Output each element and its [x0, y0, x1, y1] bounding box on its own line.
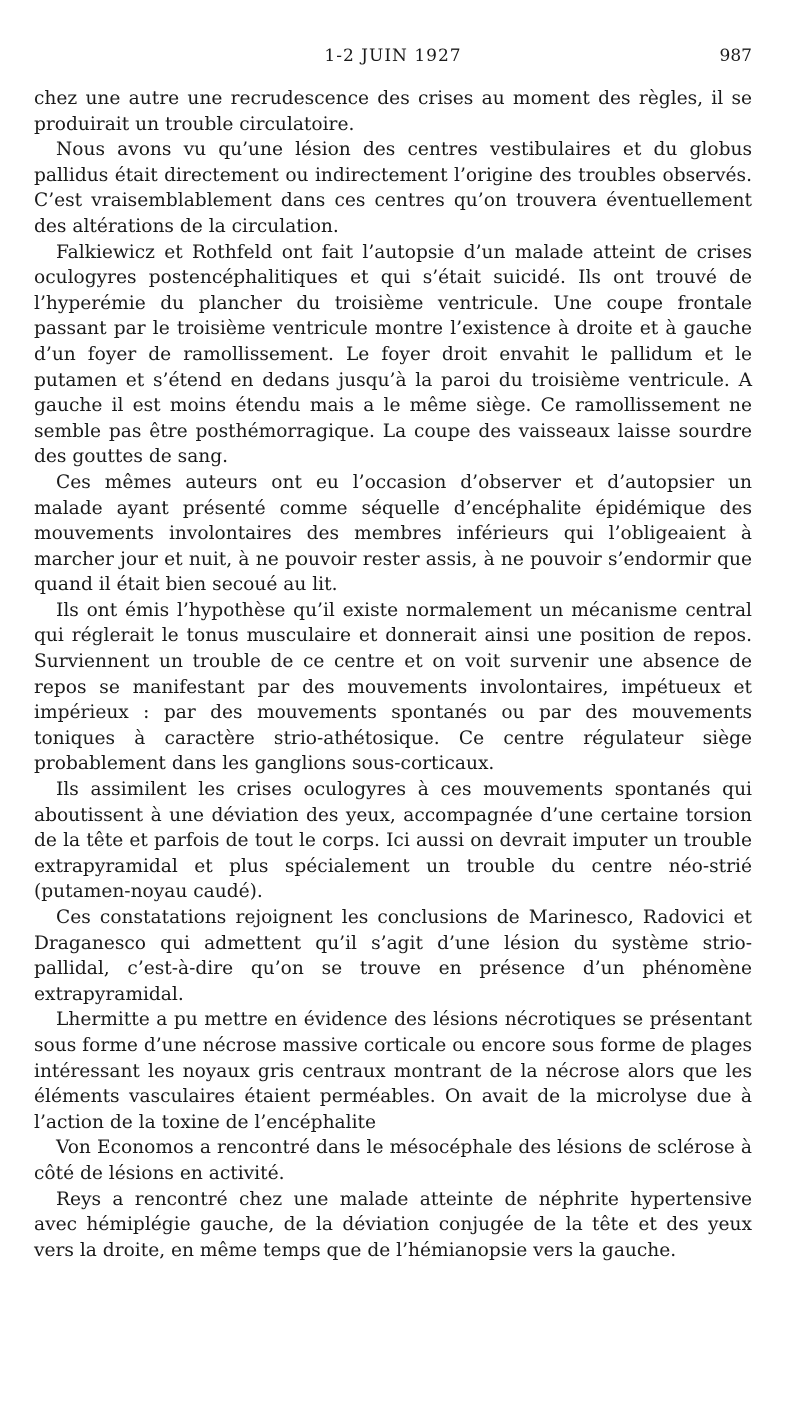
paragraph: Lhermitte a pu mettre en évidence des lésions nécrotiques se présentant sous forme d’une nécrose massive corticale ou encore sous forme de plages intéressant les noyaux gris centraux montrant de la nécrose alors que les éléments vasculaires étaient perméables. On avait de la microlyse due à l’action de la toxine de l’encéphalite: [34, 1009, 752, 1133]
paragraph: Von Economos a rencontré dans le mésocéphale des lésions de sclérose à côté de lésions en activité.: [34, 1137, 752, 1184]
body-text: [34, 86, 752, 1263]
paragraph: chez une autre une recrudescence des crises au moment des règles, il se produirait un trouble circulatoire.: [34, 88, 752, 135]
paragraph: Ces mêmes auteurs ont eu l’occasion d’observer et d’autopsier un malade ayant présenté comme séquelle d’encéphalite épidémique des mouvements involontaires des membres inférieurs qui l’obligeaient à marcher jour et nuit, à ne pouvoir rester assis, à ne pouvoir s’endormir que quand il était bien secoué au lit.: [34, 471, 752, 596]
header-date: 1-2 JUIN 1927: [324, 46, 462, 66]
paragraph: Falkiewicz et Rothfeld ont fait l’autopsie d’un malade atteint de crises oculogyres postencéphalitiques et qui s’était suicidé. Ils ont trouvé de l’hyperémie du plancher du troisième ventricule. Une coupe frontale passant par le troisième ventricule montre l’existence à droite et à gauche d’un foyer de ramollissement. Le foyer droit envahit le pallidum et le putamen et s’étend en dedans jusqu’à la paroi du troisième ventricule. A gauche il est moins étendu mais a le même siège. Ce ramollissement ne semble pas être posthémorragique. La coupe des vaisseaux laisse sourdre des gouttes de sang.: [34, 241, 752, 468]
paragraph: Nous avons vu qu’une lésion des centres vestibulaires et du globus pallidus était directement ou indirectement l’origine des troubles observés. C’est vraisemblablement dans ces centres qu’on trouvera éventuellement des altérations de la circulation.: [34, 139, 752, 237]
paragraph: Ils assimilent les crises oculogyres à ces mouvements spontanés qui aboutissent à une déviation des yeux, accompagnée d’une certaine torsion de la tête et parfois de tout le corps. Ici aussi on devrait imputer un trouble extrapyramidal et plus spécialement un trouble du centre néo-strié (putamen-noyau caudé).: [34, 779, 752, 903]
paragraph: Reys a rencontré chez une malade atteinte de néphrite hypertensive avec hémiplégie gauche, de la déviation conjugée de la tête et des yeux vers la droite, en même temps que de l’hémianopsie vers la gauche.: [34, 1188, 752, 1261]
page-number: 987: [719, 46, 752, 66]
paragraph: Ils ont émis l’hypothèse qu’il existe normalement un mécanisme central qui réglerait le tonus musculaire et donnerait ainsi une position de repos. Surviennent un trouble de ce centre et on voit survenir une absence de repos se manifestant par des mouvements involontaires, impétueux et impérieux : par des mouvements spontanés ou par des mouvements toniques à caractère strio-athétosique. Ce centre régulateur siège probablement dans les ganglions sous-corticaux.: [34, 599, 752, 775]
paragraph: Ces constatations rejoignent les conclusions de Marinesco, Radovici et Draganesco qui admettent qu’il s’agit d’une lésion du système strio-pallidal, c’est-à-dire qu’on se trouve en présence d’un phénomène extrapyramidal.: [34, 907, 752, 1005]
running-header: [34, 46, 752, 72]
